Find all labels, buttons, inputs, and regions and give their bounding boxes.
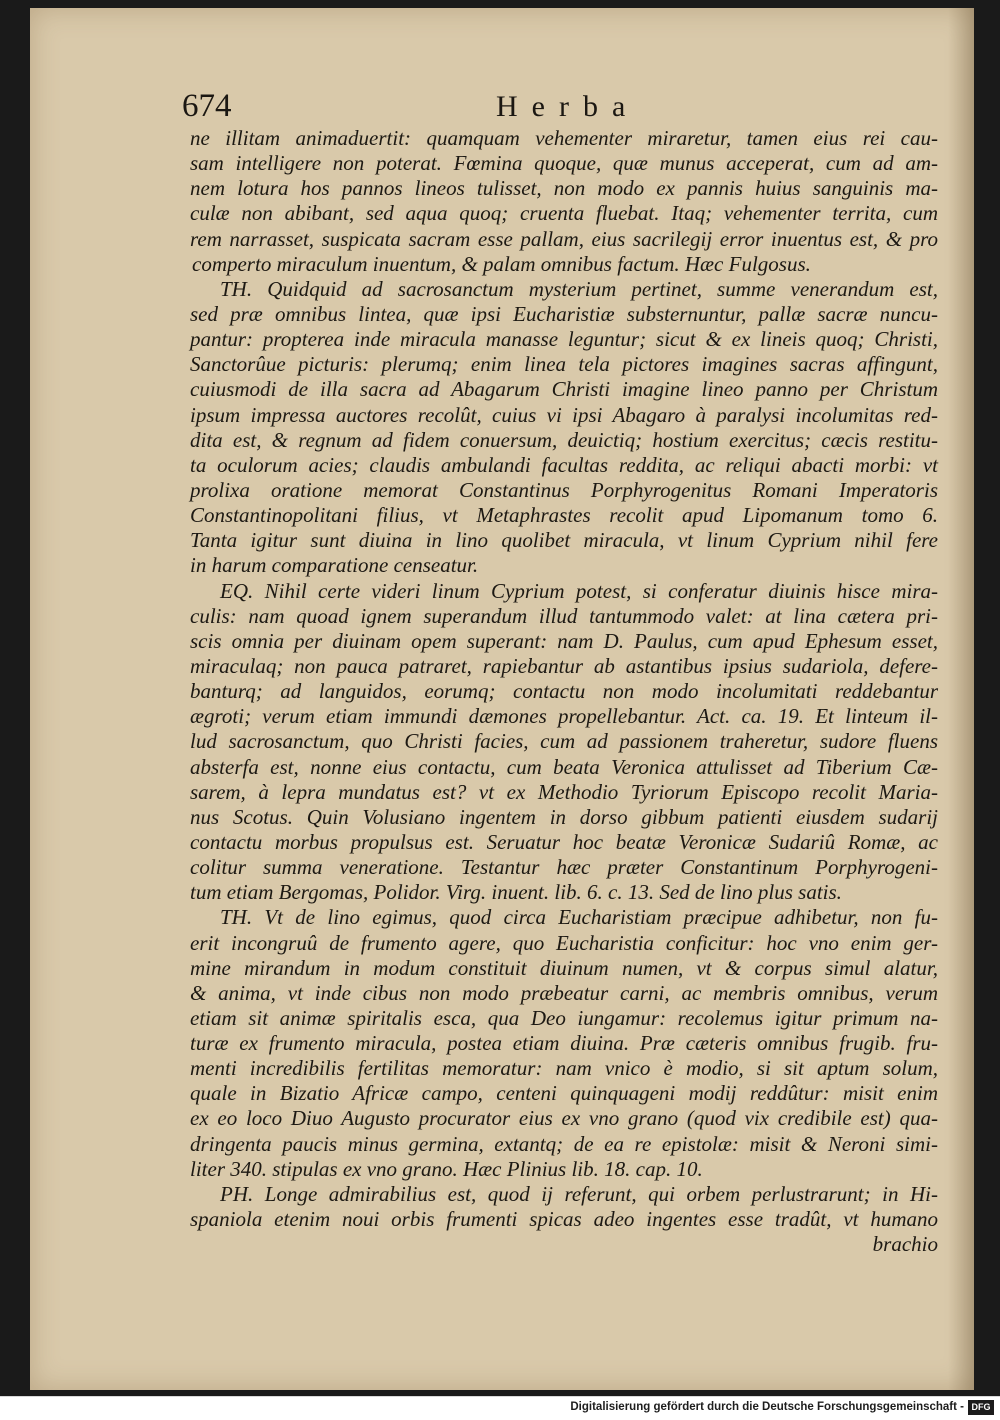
text-line: nus Scotus. Quin Volusiano ingentem in dorso gibbum patienti eiusdem sudarij: [190, 804, 938, 829]
text-line: nem lotura hos pannos lineos tulisset, non modo ex pannis huius sanguinis ma-: [190, 176, 938, 201]
text-line: culæ non abibant, sed aqua quoq; cruenta fluebat. Itaq; vehementer territa, cum: [190, 201, 938, 226]
text-line: turæ ex frumento miracula, postea etiam diuina. Præ cæteris omnibus frugib. fru-: [190, 1031, 938, 1056]
text-line: cuiusmodi de illa sacra ad Abagarum Christi imagine lineo panno per Christum: [190, 377, 938, 402]
text-line: etiam sit animæ spiritalis esca, qua Deo iungamur: recolemus igitur primum na-: [190, 1005, 938, 1030]
text-line: mine mirandum in modum constituit diuinum numen, vt & corpus simul alatur,: [190, 955, 938, 980]
text-line: spaniola etenim noui orbis frumenti spicas adeo ingentes esse tradût, vt humano: [190, 1207, 938, 1232]
dfg-logo: DFG: [968, 1400, 994, 1415]
text-line: Sanctorûue picturis: plerumq; enim linea tela pictores imagines sacras affingunt,: [190, 352, 938, 377]
text-line: absterfa est, nonne eius contactu, cum beata Veronica attulisset ad Tiberium Cæ-: [190, 754, 938, 779]
text-line: quale in Bizatio Africæ campo, centeni quinquageni modij reddûtur: misit enim: [190, 1081, 938, 1106]
text-line: culis: nam quoad ignem superandum illud tantummodo valet: at lina cætera pri-: [190, 603, 938, 628]
text-line: ex eo loco Diuo Augusto procurator eius ex vno grano (quod vix credibile est) qua-: [190, 1106, 938, 1131]
text-line: comperto miraculum inuentum, & palam omnibus factum. Hæc Fulgosus.: [192, 251, 811, 276]
text-line: ipsum impressa auctores recolût, cuius vi ipsi Abagaro à paralysi incolumitas red-: [190, 402, 938, 427]
text-line: banturq; ad languidos, eorumq; contactu non modo incolumitati reddebantur: [190, 679, 938, 704]
text-line: dita est, & regnum ad fidem conuersum, deuictiq; hostium exercitus; cæcis restitu-: [190, 427, 938, 452]
text-line: sed præ omnibus lintea, quæ ipsi Eucharistiæ substernuntur, pallæ sacræ nuncu-: [190, 301, 938, 326]
page-edge-shadow: [948, 8, 974, 1390]
text-line: liter 340. stipulas ex vno grano. Hæc Plinius lib. 18. cap. 10.: [190, 1156, 703, 1181]
funding-credit: Digitalisierung gefördert durch die Deutsche Forschungsgemeinschaft -: [570, 1401, 964, 1413]
body-text: [190, 126, 938, 1257]
text-line: tum etiam Bergomas, Polidor. Virg. inuent. lib. 6. c. 13. Sed de lino plus satis.: [190, 880, 842, 905]
text-line: TH. Quidquid ad sacrosanctum mysterium pertinet, summe venerandum est,: [220, 276, 938, 301]
text-line: scis omnia per diuinam opem superant: nam D. Paulus, cum apud Ephesum esset,: [190, 628, 938, 653]
text-line: lud sacrosanctum, quo Christi facies, cum ad passionem traheretur, sudore fluens: [190, 729, 938, 754]
text-line: & anima, vt inde cibus non modo præbeatur carni, ac membris omnibus, verum: [190, 980, 938, 1005]
text-line: rem narrasset, suspicata sacram esse pallam, eius sacrilegij error inuentus est, & pro: [190, 226, 938, 251]
text-line: EQ. Nihil certe videri linum Cyprium potest, si conferatur diuinis hisce mira-: [220, 578, 938, 603]
text-line: sarem, à lepra mundatus est? vt ex Methodio Tyriorum Episcopo recolit Maria-: [190, 779, 938, 804]
text-line: prolixa oratione memorat Constantinus Porphyrogenitus Romani Imperatoris: [190, 477, 938, 502]
text-line: in harum comparatione censeatur.: [190, 553, 479, 578]
text-line: ne illitam animaduertit: quamquam vehementer miraretur, tamen eius rei cau-: [190, 126, 938, 150]
text-line: Constantinopolitani filius, vt Metaphrastes recolit apud Lipomanum tomo 6.: [190, 503, 938, 528]
text-line: colitur summa veneratione. Testantur hæc præter Constantinum Porphyrogeni-: [190, 855, 938, 880]
text-line: ta oculorum acies; claudis ambulandi facultas reddita, ac reliqui abacti morbi: vt: [190, 452, 938, 477]
text-line: PH. Longe admirabilius est, quod ij referunt, qui orbem perlustrarunt; in Hi-: [220, 1181, 938, 1206]
text-line: TH. Vt de lino egimus, quod circa Eucharistiam præcipue adhibetur, non fu-: [220, 905, 938, 930]
text-line: contactu morbus propulsus est. Seruatur hoc beatæ Veronicæ Sudariû Romæ, ac: [190, 829, 938, 854]
footer-bar: [0, 1396, 1000, 1420]
running-head: Herba: [496, 90, 640, 123]
text-line: pantur: propterea inde miracula manasse leguntur; sicut & ex lineis quoq; Christi,: [190, 327, 938, 352]
text-line: dringenta paucis minus germina, extantq; de ea re epistolæ: misit & Neroni simi-: [190, 1131, 938, 1156]
page-number: 674: [182, 88, 232, 124]
text-line: erit incongruû de frumento agere, quo Eucharistia conficitur: hoc vno enim ger-: [190, 930, 938, 955]
text-line: sam intelligere non poterat. Fœmina quoque, quæ munus acceperat, cum ad am-: [190, 151, 938, 176]
text-line: miraculaq; non pauca patraret, rapiebantur ab astantibus ipsius sudariola, defere-: [190, 653, 938, 678]
book-page: [30, 8, 974, 1390]
text-line: menti incredibilis fertilitas memoratur: nam vnico è modio, si sit aptum solum,: [190, 1056, 938, 1081]
catchword: brachio: [872, 1232, 938, 1257]
text-line: ægroti; verum etiam immundi dæmones propellebantur. Act. ca. 19. Et linteum il-: [190, 704, 938, 729]
text-line: Tanta igitur sunt diuina in lino quolibet miracula, vt linum Cyprium nihil fere: [190, 528, 938, 553]
